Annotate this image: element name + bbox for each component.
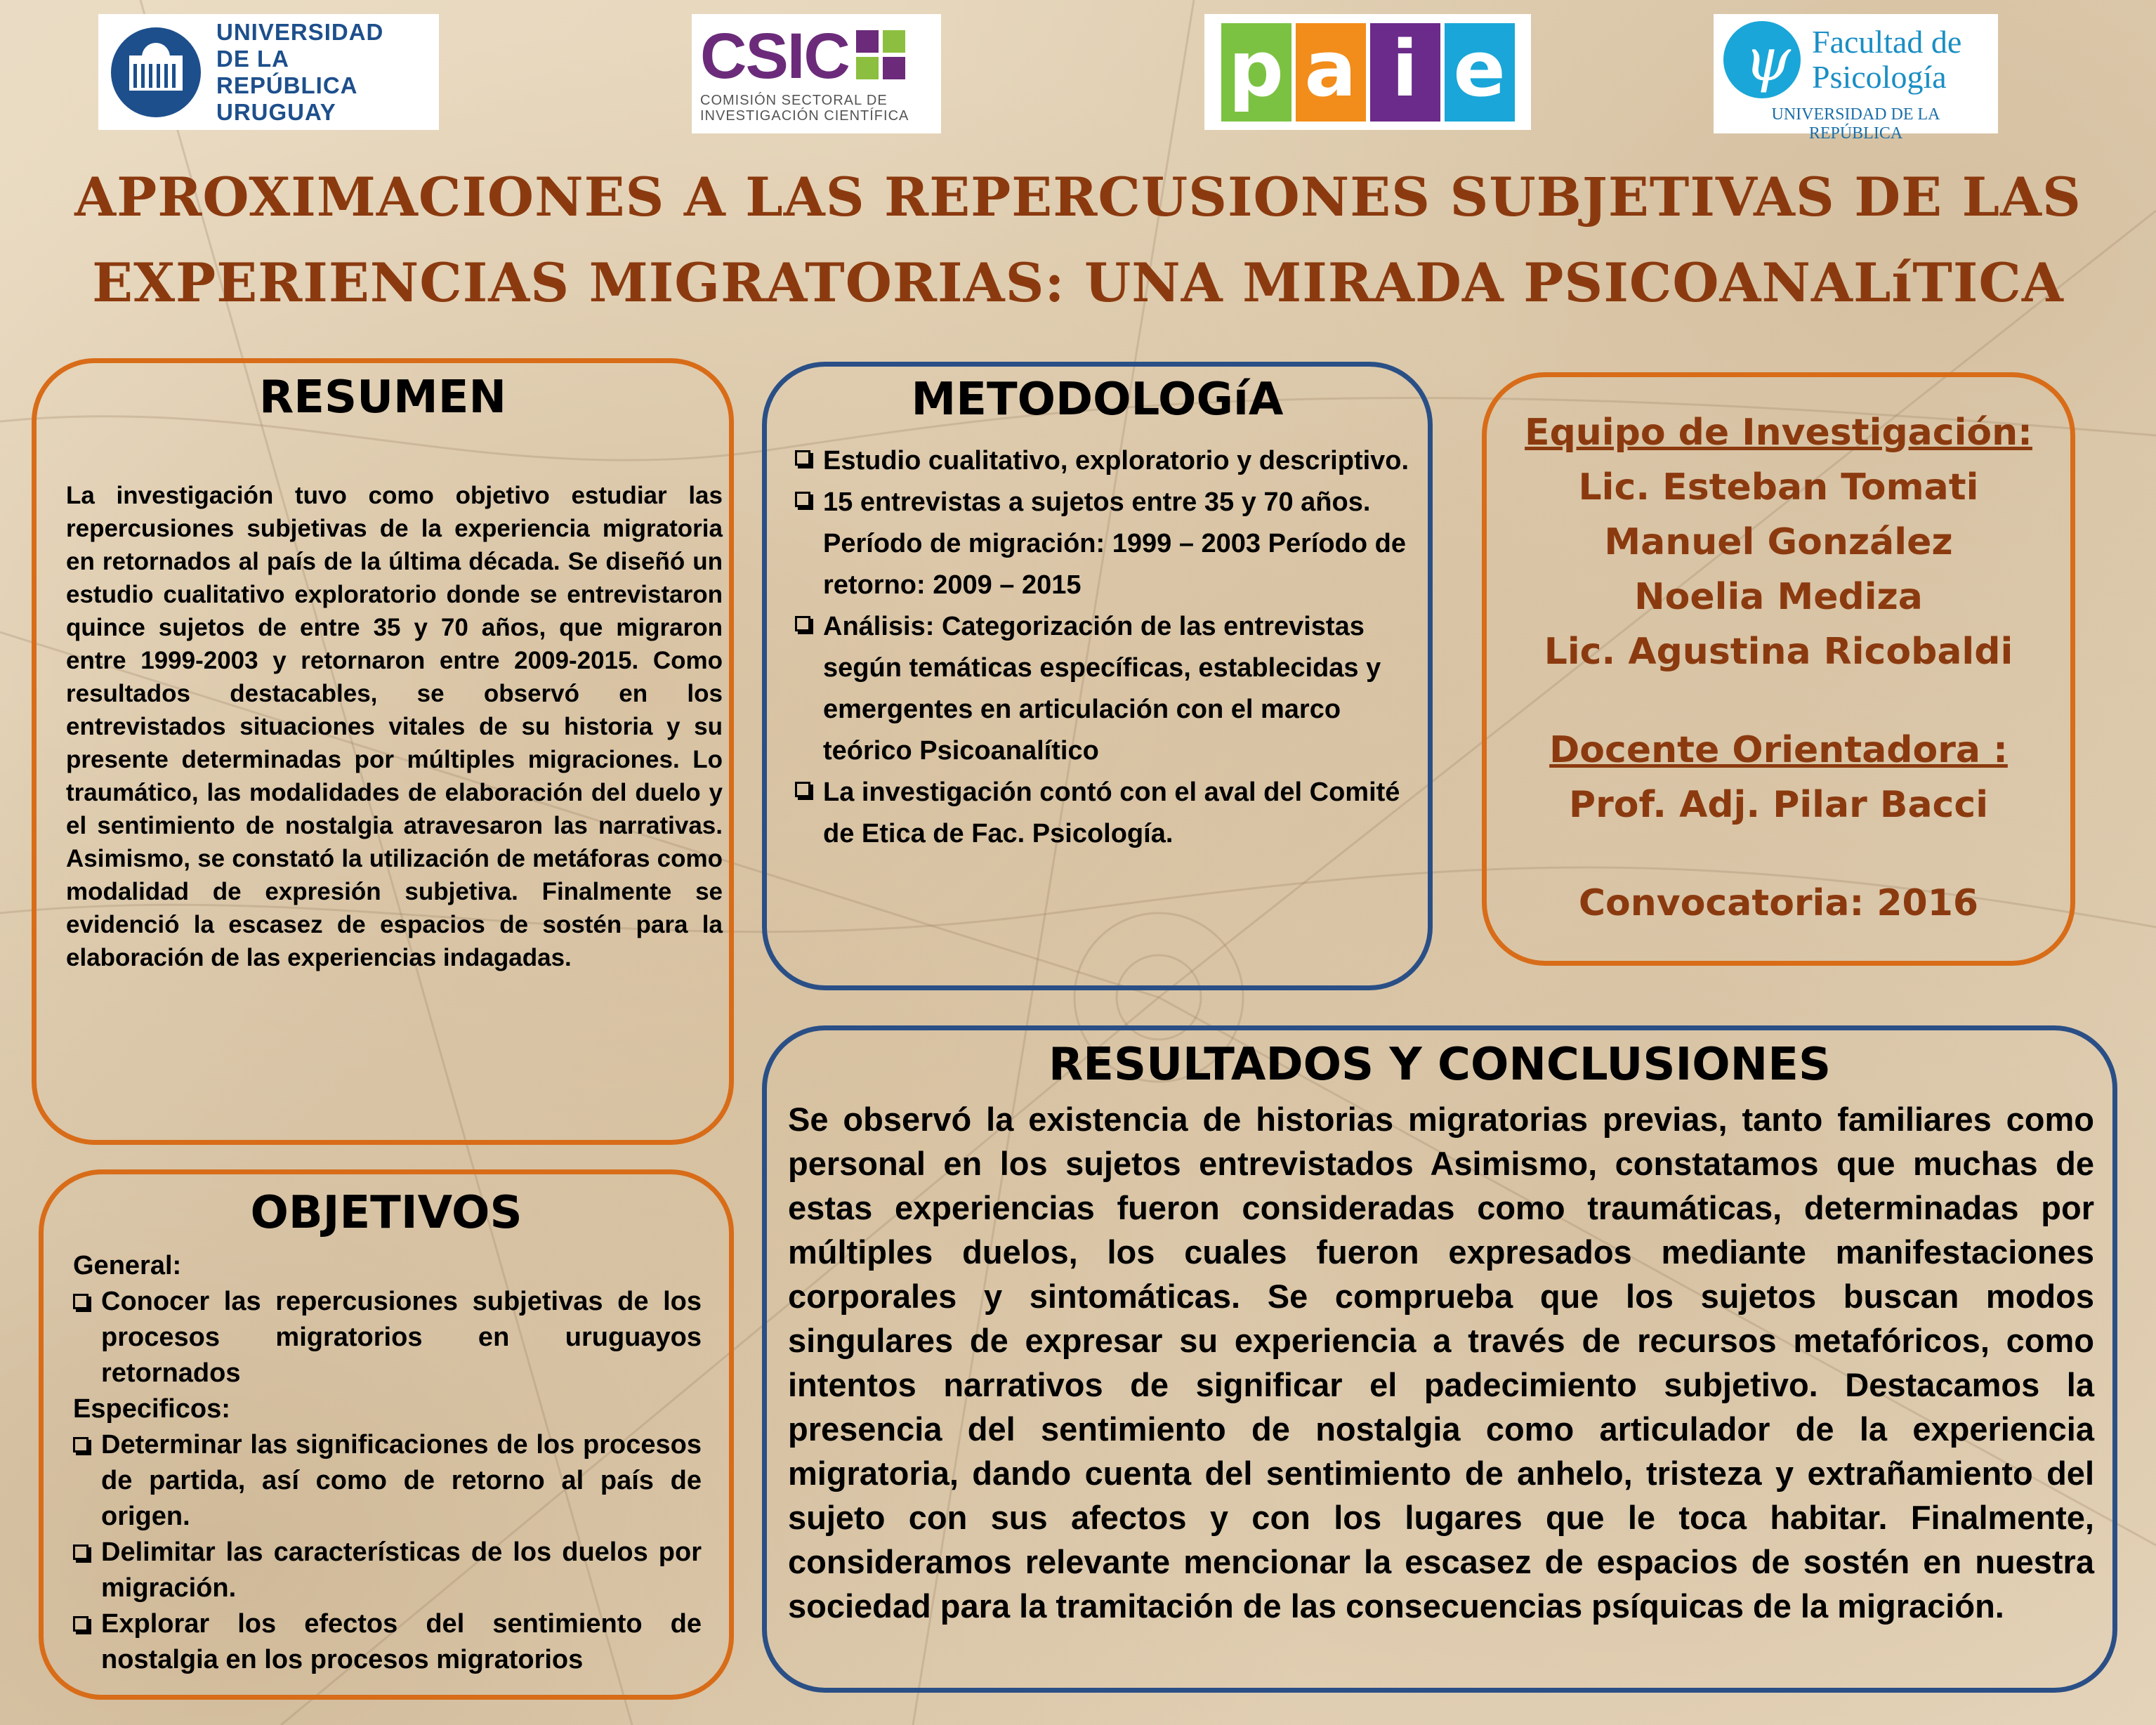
poster-title-line-2: EXPERIENCIAS MIGRATORIAS: UNA MIRADA PSICOANALíTICA <box>92 251 2064 314</box>
list-item-text: Explorar los efectos del sentimiento de nostalgia en los procesos migratorios <box>101 1609 702 1674</box>
checkbox-bullet-icon <box>795 782 810 797</box>
paie-logo <box>1204 14 1531 130</box>
list-item <box>73 1606 702 1678</box>
list-item <box>795 440 1409 482</box>
checkbox-bullet-icon <box>795 616 810 631</box>
checkbox-bullet-icon <box>73 1437 88 1452</box>
psi-symbol-icon: ψ <box>1723 21 1801 98</box>
udelar-line-3: URUGUAY <box>216 98 336 125</box>
checkbox-bullet-icon <box>73 1616 88 1632</box>
objetivos-especificos-list <box>73 1427 702 1678</box>
list-item-text: 15 entrevistas a sujetos entre 35 y 70 años. Período de migración: 1999 – 2003 Período de retorno: 2009 – 2015 <box>823 487 1406 600</box>
docente-name: Prof. Adj. Pilar Bacci <box>1568 784 1989 826</box>
list-item <box>73 1427 702 1535</box>
udelar-building-icon <box>111 27 201 117</box>
list-item-text: Conocer las repercusiones subjetivas de los procesos migratorios en uruguayos retornados <box>101 1287 702 1388</box>
csic-logo <box>692 14 941 133</box>
equipo-member: Lic. Agustina Ricobaldi <box>1544 631 2013 673</box>
metodologia-panel <box>762 362 1433 990</box>
resultados-panel <box>762 1025 2117 1693</box>
docente-heading: Docente Orientadora : <box>1549 729 2008 771</box>
objetivos-especificos-label: Especificos: <box>73 1394 230 1424</box>
csic-wordmark: CSIC <box>700 20 849 92</box>
resultados-heading: RESULTADOS Y CONCLUSIONES <box>1048 1039 1832 1091</box>
equipo-panel <box>1482 372 2075 966</box>
list-item-text: Delimitar las características de los duelos por migración. <box>101 1537 702 1603</box>
metodologia-heading: METODOLOGíA <box>911 374 1284 426</box>
list-item <box>73 1535 702 1606</box>
checkbox-bullet-icon <box>73 1294 88 1309</box>
paie-letter-e: e <box>1445 23 1515 122</box>
objetivos-panel <box>39 1169 734 1700</box>
paie-letter-a: a <box>1296 23 1366 122</box>
list-item <box>795 482 1409 606</box>
equipo-member: Manuel González <box>1604 521 1953 563</box>
paie-letter-i: i <box>1370 23 1440 122</box>
checkbox-bullet-icon <box>73 1544 88 1560</box>
csic-subtitle-1: COMISIÓN SECTORAL DE <box>700 93 888 108</box>
convocatoria: Convocatoria: 2016 <box>1578 882 1979 924</box>
facultad-psicologia-logo <box>1714 14 1998 143</box>
poster-title-line-1: APROXIMACIONES A LAS REPERCUSIONES SUBJETIVAS DE LAS <box>74 166 2082 228</box>
fp-title-1: Facultad de <box>1812 24 1962 60</box>
list-item-text: Estudio cualitativo, exploratorio y descriptivo. <box>823 446 1409 475</box>
resumen-panel <box>32 358 734 1145</box>
metodologia-list <box>795 440 1409 855</box>
resumen-text: La investigación tuvo como objetivo estudiar las repercusiones subjetivas de la experiencia migratoria en retornados al país de la última década. Se diseñó un estudio cualitativo exploratorio donde se entrevistaron quince sujetos de entre 35 y 70 años, que migraron entre 1999-2003 y retornaron entre 2009-2015. Como resultados destacables, se observó en los entrevistados situaciones vitales de su historia y su presente determinadas por múltiples migraciones. Lo traumático, las modalidades de elaboración del duelo y el sentimiento de nostalgia atravesaron las narrativas. Asimismo, se constató la utilización de metáforas como modalidad de expresión subjetiva. Finalmente se evidenció la escasez de espacios de sostén para la elaboración de las experiencias indagadas. <box>66 482 723 971</box>
list-item <box>795 772 1409 855</box>
list-item-text: Determinar las significaciones de los procesos de partida, así como de retorno al país de origen. <box>101 1430 702 1531</box>
equipo-member: Noelia Mediza <box>1634 576 1923 618</box>
udelar-line-2: DE LA REPÚBLICA <box>216 45 358 98</box>
objetivos-general-list <box>73 1284 702 1391</box>
list-item <box>795 606 1409 772</box>
resultados-text: Se observó la existencia de historias migratorias previas, tanto familiares como personal en los sujetos entrevistados Asimismo, constatamos que muchas de estas experiencias fueron consideradas como traumáticas, determinadas por múltiples duelos, los cuales fueron expresados mediante manifestaciones corporales y sintomáticas. Se comprueba que los sujetos buscan modos singulares de expresar su experiencia a través de recursos metafóricos, como intentos narrativos de significar el padecimiento subjetivo. Destacamos la presencia del sentimiento de nostalgia como articulador de la experiencia migratoria, dando cuenta del sentimiento de anhelo, tristeza y extrañamiento del sujeto con sus afectos y con los lugares que le toca habitar. Finalmente, consideramos relevante mencionar la escasez de espacios de sostén en nuestra sociedad para la tramitación de las consecuencias psíquicas de la migración. <box>788 1101 2094 1625</box>
checkbox-bullet-icon <box>795 492 810 507</box>
equipo-member: Lic. Esteban Tomati <box>1578 466 1979 509</box>
objetivos-general-label: General: <box>73 1251 182 1280</box>
list-item <box>73 1284 702 1391</box>
resumen-heading: RESUMEN <box>258 372 507 424</box>
checkbox-bullet-icon <box>795 450 810 466</box>
csic-squares-icon <box>856 30 908 82</box>
fp-subtitle: UNIVERSIDAD DE LA REPÚBLICA <box>1771 105 1940 143</box>
udelar-logo <box>98 14 439 130</box>
objetivos-heading: OBJETIVOS <box>250 1187 522 1239</box>
fp-title-2: Psicología <box>1812 59 1947 95</box>
list-item-text: La investigación contó con el aval del Comité de Etica de Fac. Psicología. <box>823 778 1400 848</box>
poster-title <box>56 155 2100 326</box>
paie-letter-p: p <box>1221 23 1291 122</box>
csic-subtitle-2: INVESTIGACIÓN CIENTÍFICA <box>700 108 909 124</box>
udelar-line-1: UNIVERSIDAD <box>216 18 384 45</box>
list-item-text: Análisis: Categorización de las entrevistas según temáticas específicas, establecidas y emergentes en articulación con el marco teórico Psicoanalítico <box>823 612 1381 766</box>
equipo-heading: Equipo de Investigación: <box>1525 412 2032 454</box>
